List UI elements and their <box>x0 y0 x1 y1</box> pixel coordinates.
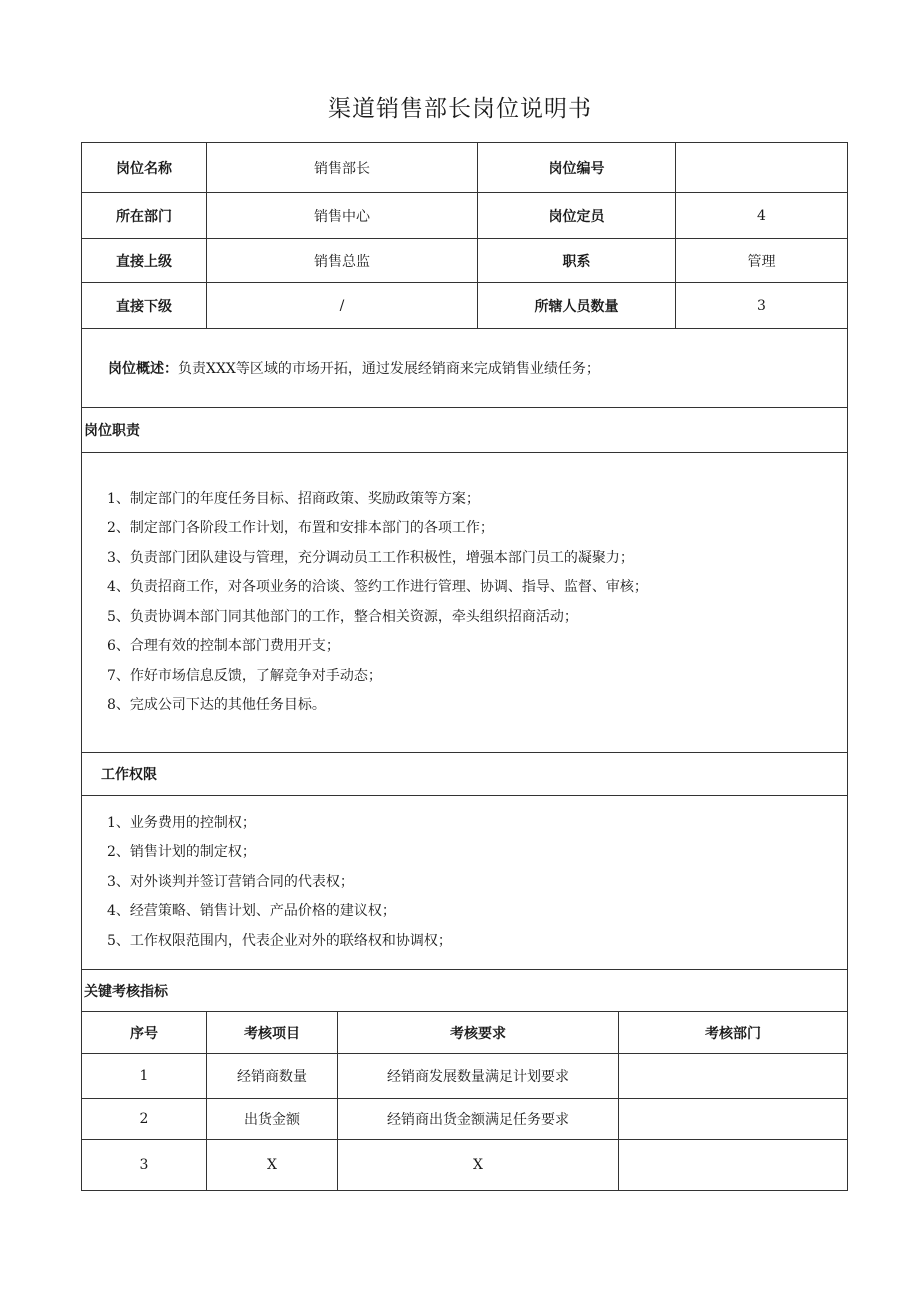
list-item: 5、工作权限范围内，代表企业对外的联络权和协调权； <box>107 932 452 949</box>
headcount-label: 岗位定员 <box>478 193 676 239</box>
authority-row <box>82 796 848 970</box>
list-item: 3、对外谈判并签订营销合同的代表权； <box>107 873 354 890</box>
kpi-department <box>619 1099 848 1140</box>
subordinate-count-label: 所辖人员数量 <box>478 283 676 329</box>
kpi-index: 2 <box>82 1099 207 1140</box>
table-row <box>82 1099 848 1140</box>
list-item: 2、销售计划的制定权； <box>107 844 256 861</box>
position-code-label: 岗位编号 <box>478 143 676 193</box>
authority-heading: 工作权限 <box>82 753 848 796</box>
kpi-heading-row <box>82 970 848 1012</box>
subordinate-value: / <box>207 283 478 329</box>
subordinate-count-value: 3 <box>676 283 848 329</box>
info-row-department <box>82 193 848 239</box>
superior-value: 销售总监 <box>207 239 478 283</box>
kpi-col-requirement: 考核要求 <box>338 1012 619 1054</box>
kpi-requirement: 经销商发展数量满足计划要求 <box>338 1054 619 1099</box>
kpi-index: 3 <box>82 1140 207 1191</box>
summary-text: 负责XXX等区域的市场开拓，通过发展经销商来完成销售业绩任务； <box>178 361 600 377</box>
job-family-label: 职系 <box>478 239 676 283</box>
duties-heading: 岗位职责 <box>82 408 848 453</box>
kpi-department <box>619 1140 848 1191</box>
job-description-table <box>81 142 848 1191</box>
kpi-header-row <box>82 1012 848 1054</box>
duties-heading-row <box>82 408 848 453</box>
kpi-department <box>619 1054 848 1099</box>
kpi-col-index: 序号 <box>82 1012 207 1054</box>
list-item: 3、负责部门团队建设与管理，充分调动员工工作积极性，增强本部门员工的凝聚力； <box>107 549 634 566</box>
kpi-requirement: 经销商出货金额满足任务要求 <box>338 1099 619 1140</box>
list-item: 1、制定部门的年度任务目标、招商政策、奖励政策等方案； <box>107 490 480 507</box>
list-item: 5、负责协调本部门同其他部门的工作，整合相关资源，牵头组织招商活动； <box>107 608 578 625</box>
authority-list <box>82 796 848 970</box>
job-summary <box>82 329 848 408</box>
info-row-position <box>82 143 848 193</box>
summary-row <box>82 329 848 408</box>
page-title: 渠道销售部长岗位说明书 <box>328 96 592 122</box>
list-item: 2、制定部门各阶段工作计划，布置和安排本部门的各项工作； <box>107 520 494 536</box>
kpi-item: 经销商数量 <box>207 1054 338 1099</box>
kpi-col-department: 考核部门 <box>619 1012 848 1054</box>
list-item: 4、经营策略、销售计划、产品价格的建议权； <box>107 903 396 920</box>
list-item: 1、业务费用的控制权； <box>107 814 256 831</box>
duties-row <box>82 453 848 753</box>
kpi-item: X <box>207 1140 338 1191</box>
list-item: 6、合理有效的控制本部门费用开支； <box>107 638 340 654</box>
list-item: 4、负责招商工作，对各项业务的洽谈、签约工作进行管理、协调、指导、监督、审核； <box>107 579 648 595</box>
kpi-item: 出货金额 <box>207 1099 338 1140</box>
department-value: 销售中心 <box>207 193 478 239</box>
list-item: 8、完成公司下达的其他任务目标。 <box>107 697 326 713</box>
table-row <box>82 1140 848 1191</box>
duties-list <box>82 453 848 753</box>
info-row-superior <box>82 239 848 283</box>
kpi-col-item: 考核项目 <box>207 1012 338 1054</box>
position-code-value <box>676 143 848 193</box>
subordinate-label: 直接下级 <box>82 283 207 329</box>
kpi-heading: 关键考核指标 <box>82 970 848 1012</box>
list-item: 7、作好市场信息反馈，了解竞争对手动态； <box>107 667 382 684</box>
summary-label: 岗位概述： <box>108 361 178 377</box>
job-family-value: 管理 <box>676 239 848 283</box>
table-row <box>82 1054 848 1099</box>
position-name-value: 销售部长 <box>207 143 478 193</box>
kpi-requirement: X <box>338 1140 619 1191</box>
authority-heading-row <box>82 753 848 796</box>
department-label: 所在部门 <box>82 193 207 239</box>
kpi-index: 1 <box>82 1054 207 1099</box>
info-row-subordinate <box>82 283 848 329</box>
headcount-value: 4 <box>676 193 848 239</box>
position-name-label: 岗位名称 <box>82 143 207 193</box>
superior-label: 直接上级 <box>82 239 207 283</box>
